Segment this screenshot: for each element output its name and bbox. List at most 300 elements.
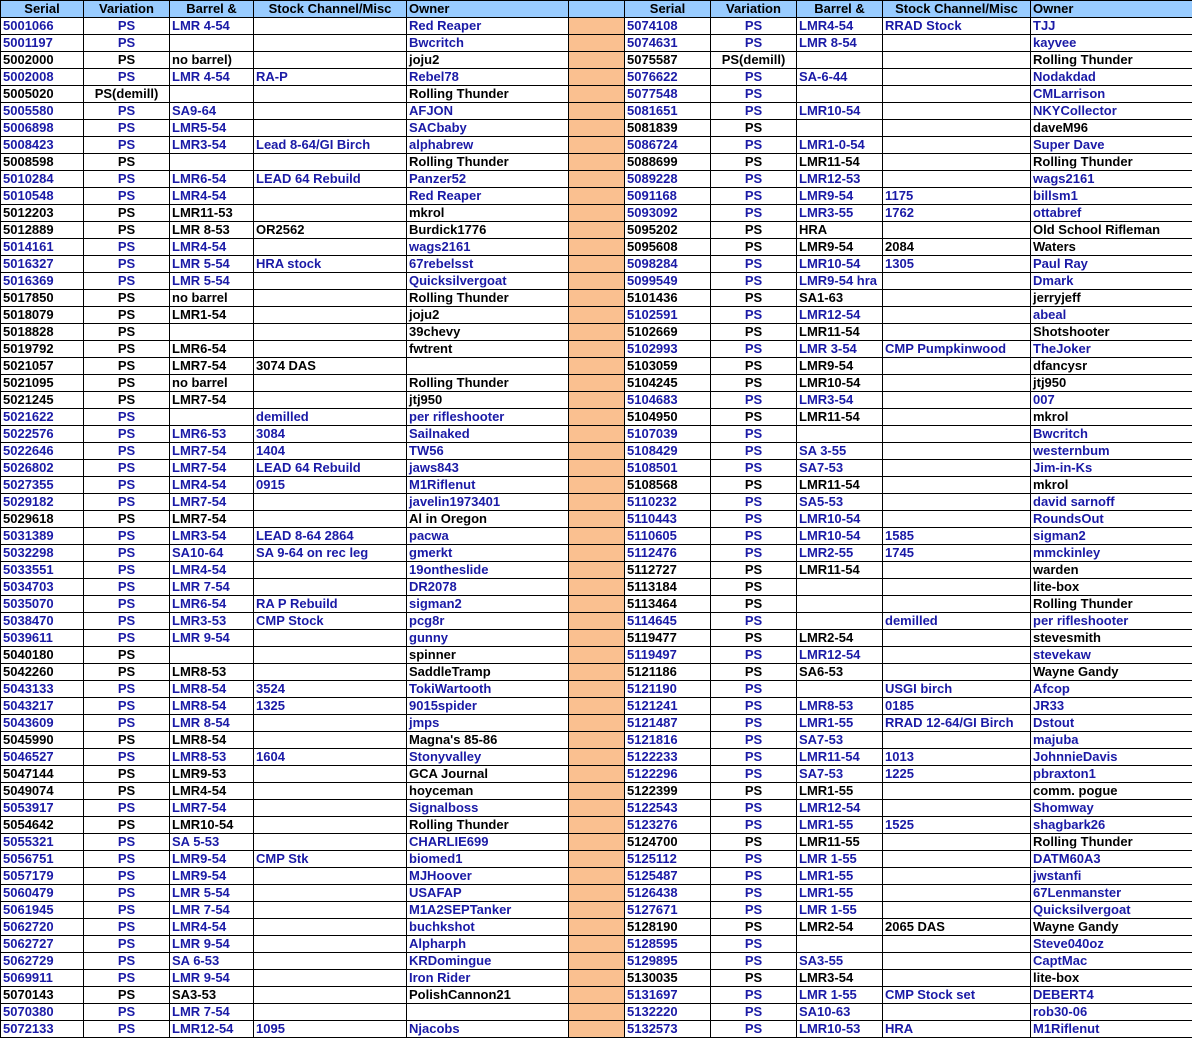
stock-cell[interactable]: [254, 188, 407, 205]
serial-cell[interactable]: 5029182: [1, 494, 84, 511]
variation-cell[interactable]: PS: [711, 120, 797, 137]
barrel-cell[interactable]: LMR 4-54: [170, 69, 254, 86]
variation-cell[interactable]: PS: [711, 324, 797, 341]
variation-cell[interactable]: PS: [711, 239, 797, 256]
variation-cell[interactable]: PS: [84, 426, 170, 443]
variation-cell[interactable]: PS: [84, 120, 170, 137]
variation-cell[interactable]: PS: [711, 18, 797, 35]
serial-cell[interactable]: 5112727: [625, 562, 711, 579]
owner-cell[interactable]: DEBERT4: [1031, 987, 1192, 1004]
serial-cell[interactable]: 5022576: [1, 426, 84, 443]
barrel-cell[interactable]: LMR 1-55: [797, 851, 883, 868]
variation-cell[interactable]: PS: [84, 698, 170, 715]
stock-cell[interactable]: [254, 579, 407, 596]
owner-cell[interactable]: Afcop: [1031, 681, 1192, 698]
barrel-cell[interactable]: SA6-53: [797, 664, 883, 681]
serial-cell[interactable]: 5086724: [625, 137, 711, 154]
owner-cell[interactable]: Rolling Thunder: [407, 86, 569, 103]
owner-cell[interactable]: stevesmith: [1031, 630, 1192, 647]
variation-cell[interactable]: PS(demill): [84, 86, 170, 103]
serial-cell[interactable]: 5089228: [625, 171, 711, 188]
stock-cell[interactable]: [883, 970, 1031, 987]
serial-cell[interactable]: 5121186: [625, 664, 711, 681]
stock-cell[interactable]: [254, 834, 407, 851]
owner-cell[interactable]: jaws843: [407, 460, 569, 477]
serial-cell[interactable]: 5069911: [1, 970, 84, 987]
stock-cell[interactable]: [254, 953, 407, 970]
owner-cell[interactable]: Panzer52: [407, 171, 569, 188]
variation-cell[interactable]: PS: [84, 800, 170, 817]
owner-cell[interactable]: TJJ: [1031, 18, 1192, 35]
variation-cell[interactable]: PS: [711, 154, 797, 171]
barrel-cell[interactable]: [170, 86, 254, 103]
serial-cell[interactable]: 5132220: [625, 1004, 711, 1021]
owner-cell[interactable]: Rolling Thunder: [1031, 52, 1192, 69]
stock-cell[interactable]: CMP Stock: [254, 613, 407, 630]
owner-cell[interactable]: Waters: [1031, 239, 1192, 256]
serial-cell[interactable]: 5131697: [625, 987, 711, 1004]
variation-cell[interactable]: PS: [711, 545, 797, 562]
owner-cell[interactable]: majuba: [1031, 732, 1192, 749]
serial-cell[interactable]: 5046527: [1, 749, 84, 766]
barrel-cell[interactable]: LMR11-55: [797, 834, 883, 851]
owner-cell[interactable]: Rolling Thunder: [407, 290, 569, 307]
barrel-cell[interactable]: LMR5-54: [170, 120, 254, 137]
variation-cell[interactable]: PS: [711, 35, 797, 52]
stock-cell[interactable]: SA 9-64 on rec leg: [254, 545, 407, 562]
serial-cell[interactable]: 5074631: [625, 35, 711, 52]
header-serial[interactable]: Serial: [1, 1, 84, 18]
owner-cell[interactable]: dfancysr: [1031, 358, 1192, 375]
variation-cell[interactable]: PS: [84, 239, 170, 256]
barrel-cell[interactable]: LMR8-54: [170, 732, 254, 749]
barrel-cell[interactable]: LMR12-54: [797, 307, 883, 324]
serial-cell[interactable]: 5012203: [1, 205, 84, 222]
variation-cell[interactable]: PS: [84, 783, 170, 800]
serial-cell[interactable]: 5093092: [625, 205, 711, 222]
stock-cell[interactable]: [254, 494, 407, 511]
serial-cell[interactable]: 5102591: [625, 307, 711, 324]
stock-cell[interactable]: 1325: [254, 698, 407, 715]
owner-cell[interactable]: GCA Journal: [407, 766, 569, 783]
serial-cell[interactable]: 5061945: [1, 902, 84, 919]
stock-cell[interactable]: [883, 511, 1031, 528]
barrel-cell[interactable]: LMR11-54: [797, 477, 883, 494]
variation-cell[interactable]: PS: [711, 528, 797, 545]
variation-cell[interactable]: PS: [711, 1021, 797, 1038]
serial-cell[interactable]: 5045990: [1, 732, 84, 749]
barrel-cell[interactable]: LMR11-53: [170, 205, 254, 222]
owner-cell[interactable]: pbraxton1: [1031, 766, 1192, 783]
variation-cell[interactable]: PS: [711, 409, 797, 426]
stock-cell[interactable]: [254, 52, 407, 69]
owner-cell[interactable]: Sailnaked: [407, 426, 569, 443]
barrel-cell[interactable]: LMR 9-54: [170, 936, 254, 953]
variation-cell[interactable]: PS: [711, 851, 797, 868]
serial-cell[interactable]: 5128190: [625, 919, 711, 936]
variation-cell[interactable]: PS: [711, 630, 797, 647]
barrel-cell[interactable]: LMR6-54: [170, 171, 254, 188]
serial-cell[interactable]: 5091168: [625, 188, 711, 205]
stock-cell[interactable]: HRA stock: [254, 256, 407, 273]
variation-cell[interactable]: PS: [711, 579, 797, 596]
variation-cell[interactable]: PS: [84, 1021, 170, 1038]
barrel-cell[interactable]: LMR10-54: [170, 817, 254, 834]
variation-cell[interactable]: PS: [711, 936, 797, 953]
owner-cell[interactable]: javelin1973401: [407, 494, 569, 511]
stock-cell[interactable]: [254, 120, 407, 137]
stock-cell[interactable]: [254, 511, 407, 528]
variation-cell[interactable]: PS: [84, 1004, 170, 1021]
owner-cell[interactable]: jtj950: [407, 392, 569, 409]
serial-cell[interactable]: 5001066: [1, 18, 84, 35]
serial-cell[interactable]: 5021095: [1, 375, 84, 392]
owner-cell[interactable]: daveM96: [1031, 120, 1192, 137]
barrel-cell[interactable]: LMR7-54: [170, 358, 254, 375]
barrel-cell[interactable]: [170, 409, 254, 426]
owner-cell[interactable]: SaddleTramp: [407, 664, 569, 681]
serial-cell[interactable]: 5005020: [1, 86, 84, 103]
barrel-cell[interactable]: LMR 9-54: [170, 970, 254, 987]
stock-cell[interactable]: [254, 732, 407, 749]
header-stock[interactable]: Stock Channel/Misc: [883, 1, 1031, 18]
serial-cell[interactable]: 5122233: [625, 749, 711, 766]
variation-cell[interactable]: PS: [84, 443, 170, 460]
owner-cell[interactable]: wags2161: [407, 239, 569, 256]
variation-cell[interactable]: PS: [84, 477, 170, 494]
stock-cell[interactable]: [883, 375, 1031, 392]
serial-cell[interactable]: 5074108: [625, 18, 711, 35]
variation-cell[interactable]: PS: [84, 579, 170, 596]
serial-cell[interactable]: 5104245: [625, 375, 711, 392]
stock-cell[interactable]: [883, 851, 1031, 868]
barrel-cell[interactable]: LMR6-54: [170, 596, 254, 613]
stock-cell[interactable]: [254, 273, 407, 290]
variation-cell[interactable]: PS: [711, 987, 797, 1004]
variation-cell[interactable]: PS: [711, 290, 797, 307]
barrel-cell[interactable]: SA 6-53: [170, 953, 254, 970]
header-barrel[interactable]: Barrel &: [797, 1, 883, 18]
serial-cell[interactable]: 5018079: [1, 307, 84, 324]
barrel-cell[interactable]: LMR3-54: [170, 528, 254, 545]
stock-cell[interactable]: [254, 630, 407, 647]
owner-cell[interactable]: DATM60A3: [1031, 851, 1192, 868]
variation-cell[interactable]: PS: [84, 817, 170, 834]
owner-cell[interactable]: alphabrew: [407, 137, 569, 154]
barrel-cell[interactable]: LMR 1-55: [797, 902, 883, 919]
stock-cell[interactable]: [254, 647, 407, 664]
stock-cell[interactable]: RA P Rebuild: [254, 596, 407, 613]
owner-cell[interactable]: Jim-in-Ks: [1031, 460, 1192, 477]
serial-cell[interactable]: 5129895: [625, 953, 711, 970]
stock-cell[interactable]: [883, 120, 1031, 137]
barrel-cell[interactable]: LMR6-54: [170, 341, 254, 358]
serial-cell[interactable]: 5108568: [625, 477, 711, 494]
stock-cell[interactable]: [883, 834, 1031, 851]
barrel-cell[interactable]: LMR1-55: [797, 868, 883, 885]
serial-cell[interactable]: 5053917: [1, 800, 84, 817]
variation-cell[interactable]: PS: [711, 664, 797, 681]
stock-cell[interactable]: OR2562: [254, 222, 407, 239]
serial-cell[interactable]: 5026802: [1, 460, 84, 477]
owner-cell[interactable]: jmps: [407, 715, 569, 732]
serial-cell[interactable]: 5125112: [625, 851, 711, 868]
stock-cell[interactable]: 1585: [883, 528, 1031, 545]
owner-cell[interactable]: RoundsOut: [1031, 511, 1192, 528]
owner-cell[interactable]: Burdick1776: [407, 222, 569, 239]
stock-cell[interactable]: 3524: [254, 681, 407, 698]
variation-cell[interactable]: PS: [84, 52, 170, 69]
barrel-cell[interactable]: SA9-64: [170, 103, 254, 120]
barrel-cell[interactable]: [797, 613, 883, 630]
owner-cell[interactable]: abeal: [1031, 307, 1192, 324]
serial-cell[interactable]: 5076622: [625, 69, 711, 86]
owner-cell[interactable]: jerryjeff: [1031, 290, 1192, 307]
variation-cell[interactable]: PS: [84, 545, 170, 562]
stock-cell[interactable]: [254, 375, 407, 392]
owner-cell[interactable]: 007: [1031, 392, 1192, 409]
serial-cell[interactable]: 5104950: [625, 409, 711, 426]
serial-cell[interactable]: 5022646: [1, 443, 84, 460]
owner-cell[interactable]: sigman2: [407, 596, 569, 613]
variation-cell[interactable]: PS: [84, 341, 170, 358]
variation-cell[interactable]: PS: [711, 103, 797, 120]
barrel-cell[interactable]: SA 3-55: [797, 443, 883, 460]
stock-cell[interactable]: [254, 290, 407, 307]
serial-cell[interactable]: 5010284: [1, 171, 84, 188]
barrel-cell[interactable]: [170, 154, 254, 171]
stock-cell[interactable]: 1745: [883, 545, 1031, 562]
serial-cell[interactable]: 5021622: [1, 409, 84, 426]
variation-cell[interactable]: PS: [84, 528, 170, 545]
variation-cell[interactable]: PS: [711, 681, 797, 698]
stock-cell[interactable]: demilled: [883, 613, 1031, 630]
barrel-cell[interactable]: LMR2-55: [797, 545, 883, 562]
stock-cell[interactable]: [254, 868, 407, 885]
variation-cell[interactable]: PS: [84, 69, 170, 86]
serial-cell[interactable]: 5119477: [625, 630, 711, 647]
stock-cell[interactable]: [254, 885, 407, 902]
serial-cell[interactable]: 5056751: [1, 851, 84, 868]
serial-cell[interactable]: 5102669: [625, 324, 711, 341]
stock-cell[interactable]: [883, 137, 1031, 154]
barrel-cell[interactable]: LMR 4-54: [170, 18, 254, 35]
barrel-cell[interactable]: SA10-63: [797, 1004, 883, 1021]
variation-cell[interactable]: PS: [84, 715, 170, 732]
serial-cell[interactable]: 5034703: [1, 579, 84, 596]
barrel-cell[interactable]: LMR4-54: [170, 783, 254, 800]
serial-cell[interactable]: 5054642: [1, 817, 84, 834]
barrel-cell[interactable]: [797, 681, 883, 698]
stock-cell[interactable]: [254, 103, 407, 120]
serial-cell[interactable]: 5132573: [625, 1021, 711, 1038]
owner-cell[interactable]: gunny: [407, 630, 569, 647]
variation-cell[interactable]: PS: [711, 1004, 797, 1021]
serial-cell[interactable]: 5122296: [625, 766, 711, 783]
barrel-cell[interactable]: no barrel): [170, 52, 254, 69]
owner-cell[interactable]: Nodakdad: [1031, 69, 1192, 86]
variation-cell[interactable]: PS: [711, 749, 797, 766]
owner-cell[interactable]: mkrol: [1031, 477, 1192, 494]
serial-cell[interactable]: 5124700: [625, 834, 711, 851]
variation-cell[interactable]: PS: [84, 834, 170, 851]
barrel-cell[interactable]: LMR12-53: [797, 171, 883, 188]
serial-cell[interactable]: 5012889: [1, 222, 84, 239]
barrel-cell[interactable]: LMR1-0-54: [797, 137, 883, 154]
barrel-cell[interactable]: LMR 7-54: [170, 1004, 254, 1021]
stock-cell[interactable]: [254, 970, 407, 987]
owner-cell[interactable]: CHARLIE699: [407, 834, 569, 851]
serial-cell[interactable]: 5123276: [625, 817, 711, 834]
stock-cell[interactable]: 1175: [883, 188, 1031, 205]
variation-cell[interactable]: PS: [711, 834, 797, 851]
variation-cell[interactable]: PS: [711, 902, 797, 919]
barrel-cell[interactable]: LMR12-54: [797, 647, 883, 664]
serial-cell[interactable]: 5101436: [625, 290, 711, 307]
serial-cell[interactable]: 5127671: [625, 902, 711, 919]
serial-cell[interactable]: 5017850: [1, 290, 84, 307]
stock-cell[interactable]: [883, 902, 1031, 919]
stock-cell[interactable]: [254, 239, 407, 256]
variation-cell[interactable]: PS: [711, 443, 797, 460]
owner-cell[interactable]: rob30-06: [1031, 1004, 1192, 1021]
stock-cell[interactable]: 3084: [254, 426, 407, 443]
barrel-cell[interactable]: LMR 9-54: [170, 630, 254, 647]
barrel-cell[interactable]: LMR3-54: [170, 137, 254, 154]
variation-cell[interactable]: PS: [711, 511, 797, 528]
stock-cell[interactable]: [883, 1004, 1031, 1021]
variation-cell[interactable]: PS: [84, 732, 170, 749]
serial-cell[interactable]: 5032298: [1, 545, 84, 562]
barrel-cell[interactable]: LMR10-54: [797, 103, 883, 120]
stock-cell[interactable]: CMP Stock set: [883, 987, 1031, 1004]
owner-cell[interactable]: joju2: [407, 52, 569, 69]
stock-cell[interactable]: 1013: [883, 749, 1031, 766]
variation-cell[interactable]: PS: [84, 256, 170, 273]
owner-cell[interactable]: Wayne Gandy: [1031, 919, 1192, 936]
variation-cell[interactable]: PS: [84, 358, 170, 375]
owner-cell[interactable]: spinner: [407, 647, 569, 664]
serial-cell[interactable]: 5060479: [1, 885, 84, 902]
barrel-cell[interactable]: LMR2-54: [797, 630, 883, 647]
owner-cell[interactable]: Red Reaper: [407, 18, 569, 35]
barrel-cell[interactable]: LMR 7-54: [170, 579, 254, 596]
owner-cell[interactable]: Wayne Gandy: [1031, 664, 1192, 681]
owner-cell[interactable]: hoyceman: [407, 783, 569, 800]
variation-cell[interactable]: PS: [84, 290, 170, 307]
serial-cell[interactable]: 5021245: [1, 392, 84, 409]
barrel-cell[interactable]: [797, 86, 883, 103]
variation-cell[interactable]: PS: [711, 970, 797, 987]
owner-cell[interactable]: 19ontheslide: [407, 562, 569, 579]
serial-cell[interactable]: 5021057: [1, 358, 84, 375]
variation-cell[interactable]: PS: [711, 698, 797, 715]
owner-cell[interactable]: Quicksilvergoat: [1031, 902, 1192, 919]
stock-cell[interactable]: [254, 307, 407, 324]
stock-cell[interactable]: [254, 86, 407, 103]
variation-cell[interactable]: PS: [84, 596, 170, 613]
serial-cell[interactable]: 5002008: [1, 69, 84, 86]
serial-cell[interactable]: 5072133: [1, 1021, 84, 1038]
stock-cell[interactable]: CMP Stk: [254, 851, 407, 868]
serial-cell[interactable]: 5088699: [625, 154, 711, 171]
variation-cell[interactable]: PS: [711, 205, 797, 222]
stock-cell[interactable]: [883, 494, 1031, 511]
barrel-cell[interactable]: LMR8-53: [170, 749, 254, 766]
owner-cell[interactable]: mkrol: [407, 205, 569, 222]
stock-cell[interactable]: [883, 664, 1031, 681]
owner-cell[interactable]: gmerkt: [407, 545, 569, 562]
barrel-cell[interactable]: LMR8-54: [170, 698, 254, 715]
serial-cell[interactable]: 5062729: [1, 953, 84, 970]
stock-cell[interactable]: USGI birch: [883, 681, 1031, 698]
serial-cell[interactable]: 5043133: [1, 681, 84, 698]
barrel-cell[interactable]: SA7-53: [797, 460, 883, 477]
stock-cell[interactable]: [883, 358, 1031, 375]
variation-cell[interactable]: PS: [711, 766, 797, 783]
owner-cell[interactable]: Quicksilvergoat: [407, 273, 569, 290]
barrel-cell[interactable]: SA7-53: [797, 732, 883, 749]
stock-cell[interactable]: [883, 324, 1031, 341]
owner-cell[interactable]: PolishCannon21: [407, 987, 569, 1004]
owner-cell[interactable]: Dmark: [1031, 273, 1192, 290]
owner-cell[interactable]: Rolling Thunder: [407, 154, 569, 171]
variation-cell[interactable]: PS: [711, 732, 797, 749]
serial-cell[interactable]: 5121190: [625, 681, 711, 698]
barrel-cell[interactable]: [170, 35, 254, 52]
serial-cell[interactable]: 5006898: [1, 120, 84, 137]
barrel-cell[interactable]: SA10-64: [170, 545, 254, 562]
serial-cell[interactable]: 5099549: [625, 273, 711, 290]
owner-cell[interactable]: Signalboss: [407, 800, 569, 817]
owner-cell[interactable]: [407, 1004, 569, 1021]
barrel-cell[interactable]: [797, 120, 883, 137]
barrel-cell[interactable]: LMR4-54: [170, 239, 254, 256]
stock-cell[interactable]: 0185: [883, 698, 1031, 715]
barrel-cell[interactable]: LMR1-55: [797, 783, 883, 800]
barrel-cell[interactable]: LMR8-53: [797, 698, 883, 715]
serial-cell[interactable]: 5095608: [625, 239, 711, 256]
variation-cell[interactable]: PS: [84, 103, 170, 120]
owner-cell[interactable]: biomed1: [407, 851, 569, 868]
serial-cell[interactable]: 5002000: [1, 52, 84, 69]
variation-cell[interactable]: PS: [84, 749, 170, 766]
stock-cell[interactable]: [883, 868, 1031, 885]
owner-cell[interactable]: AFJON: [407, 103, 569, 120]
barrel-cell[interactable]: [797, 52, 883, 69]
barrel-cell[interactable]: LMR10-54: [797, 528, 883, 545]
owner-cell[interactable]: mkrol: [1031, 409, 1192, 426]
stock-cell[interactable]: [883, 392, 1031, 409]
barrel-cell[interactable]: LMR7-54: [170, 494, 254, 511]
stock-cell[interactable]: 3074 DAS: [254, 358, 407, 375]
owner-cell[interactable]: Shomway: [1031, 800, 1192, 817]
serial-cell[interactable]: 5081651: [625, 103, 711, 120]
barrel-cell[interactable]: LMR9-54: [170, 868, 254, 885]
owner-cell[interactable]: Old School Rifleman: [1031, 222, 1192, 239]
owner-cell[interactable]: MJHoover: [407, 868, 569, 885]
owner-cell[interactable]: shagbark26: [1031, 817, 1192, 834]
serial-cell[interactable]: 5010548: [1, 188, 84, 205]
variation-cell[interactable]: PS: [84, 375, 170, 392]
serial-cell[interactable]: 5033551: [1, 562, 84, 579]
barrel-cell[interactable]: [797, 936, 883, 953]
serial-cell[interactable]: 5108429: [625, 443, 711, 460]
barrel-cell[interactable]: LMR1-54: [170, 307, 254, 324]
serial-cell[interactable]: 5027355: [1, 477, 84, 494]
serial-cell[interactable]: 5062727: [1, 936, 84, 953]
stock-cell[interactable]: [883, 630, 1031, 647]
